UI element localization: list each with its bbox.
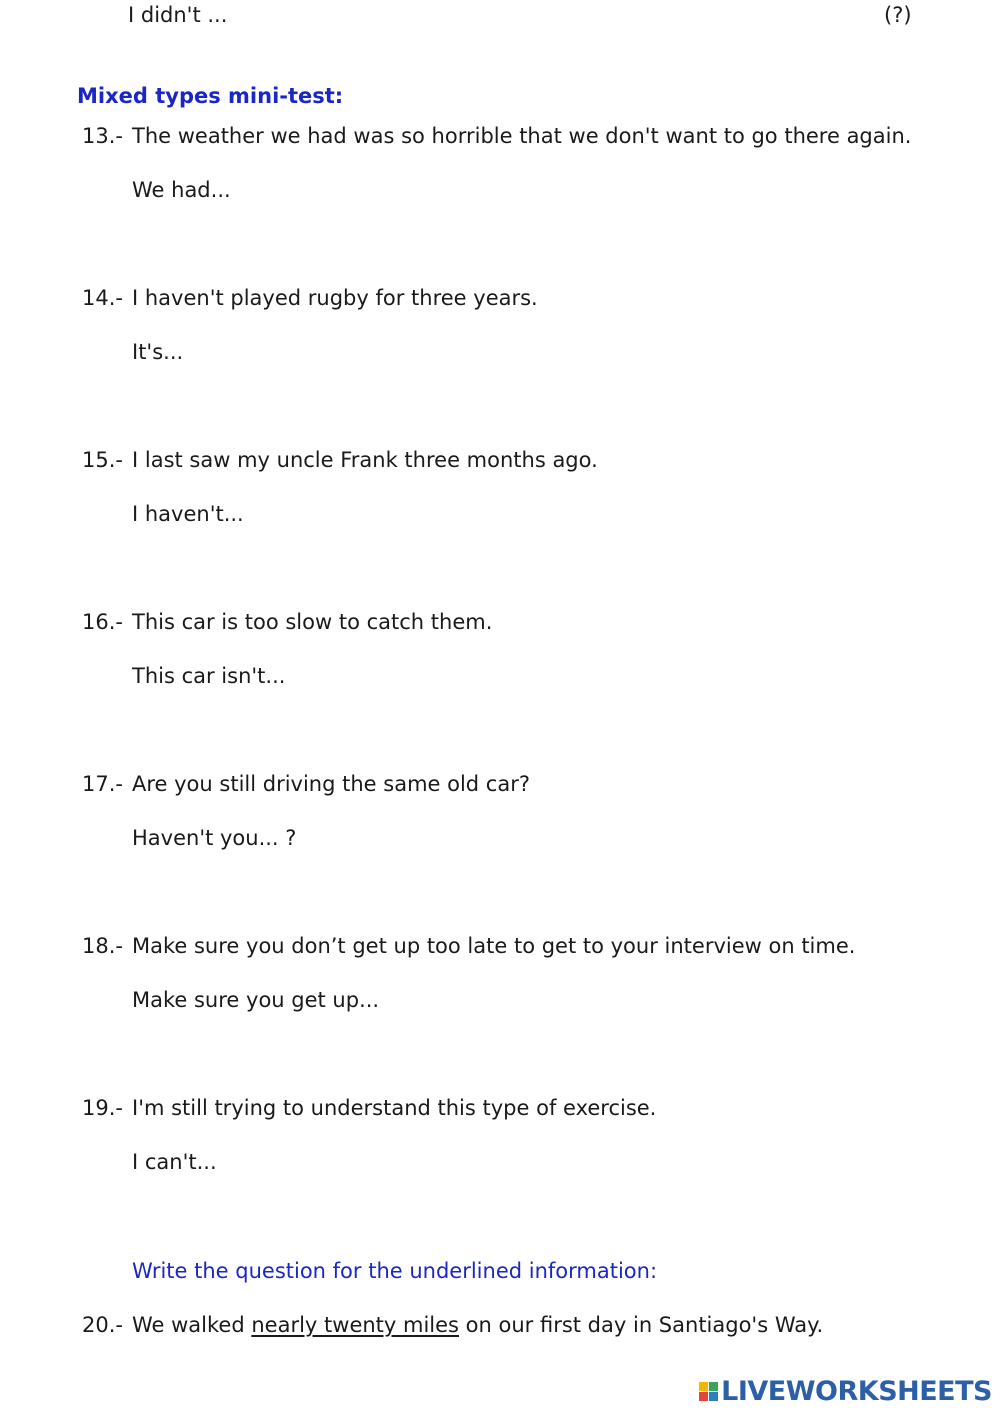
logo-tile-yellow: [699, 1382, 708, 1391]
question-number-20: 20.-: [82, 1313, 123, 1337]
question-number-19: 19.-: [82, 1096, 123, 1120]
answer-prompt-18: Make sure you get up...: [132, 988, 380, 1012]
answer-prompt-15: I haven't...: [132, 502, 244, 526]
underlined-information: nearly twenty miles: [251, 1313, 459, 1337]
sentence-part-before: We walked: [132, 1313, 252, 1337]
question-number-14: 14.-: [82, 286, 123, 310]
logo-tile-red: [699, 1392, 708, 1401]
question-sentence-19: I'm still trying to understand this type of exercise.: [132, 1096, 657, 1120]
answer-prompt-19: I can't...: [132, 1150, 217, 1174]
sentence-part-after: on our first day in Santiago's Way.: [459, 1313, 824, 1337]
answer-prompt-17: Haven't you... ?: [132, 826, 297, 850]
question-sentence-18: Make sure you don’t get up too late to get to your interview on time.: [132, 934, 856, 958]
answer-prompt-16: This car isn't...: [132, 664, 286, 688]
question-number-15: 15.-: [82, 448, 123, 472]
logo-tile-blue: [709, 1392, 718, 1401]
question-number-17: 17.-: [82, 772, 123, 796]
logo-tile-green: [709, 1382, 718, 1391]
question-sentence-17: Are you still driving the same old car?: [132, 772, 531, 796]
answer-prompt-13: We had...: [132, 178, 231, 202]
question-number-13: 13.-: [82, 124, 123, 148]
question-sentence-14: I haven't played rugby for three years.: [132, 286, 538, 310]
logo-mark-icon: [699, 1382, 718, 1401]
logo-text: LIVEWORKSHEETS: [721, 1376, 992, 1407]
answer-prompt-14: It's...: [132, 340, 184, 364]
section-title: Mixed types mini-test:: [77, 84, 344, 108]
question-sentence-20: [132, 1312, 823, 1338]
question-number-18: 18.-: [82, 934, 123, 958]
liveworksheets-logo: [699, 1376, 992, 1407]
question-sentence-15: I last saw my uncle Frank three months ago.: [132, 448, 598, 472]
question-number-16: 16.-: [82, 610, 123, 634]
previous-answer-prompt: I didn't ...: [128, 3, 228, 27]
instruction-text: Write the question for the underlined information:: [132, 1259, 658, 1283]
question-sentence-13: The weather we had was so horrible that we don't want to go there again.: [132, 124, 912, 148]
question-sentence-16: This car is too slow to catch them.: [132, 610, 493, 634]
question-mark-hint: (?): [884, 3, 912, 27]
